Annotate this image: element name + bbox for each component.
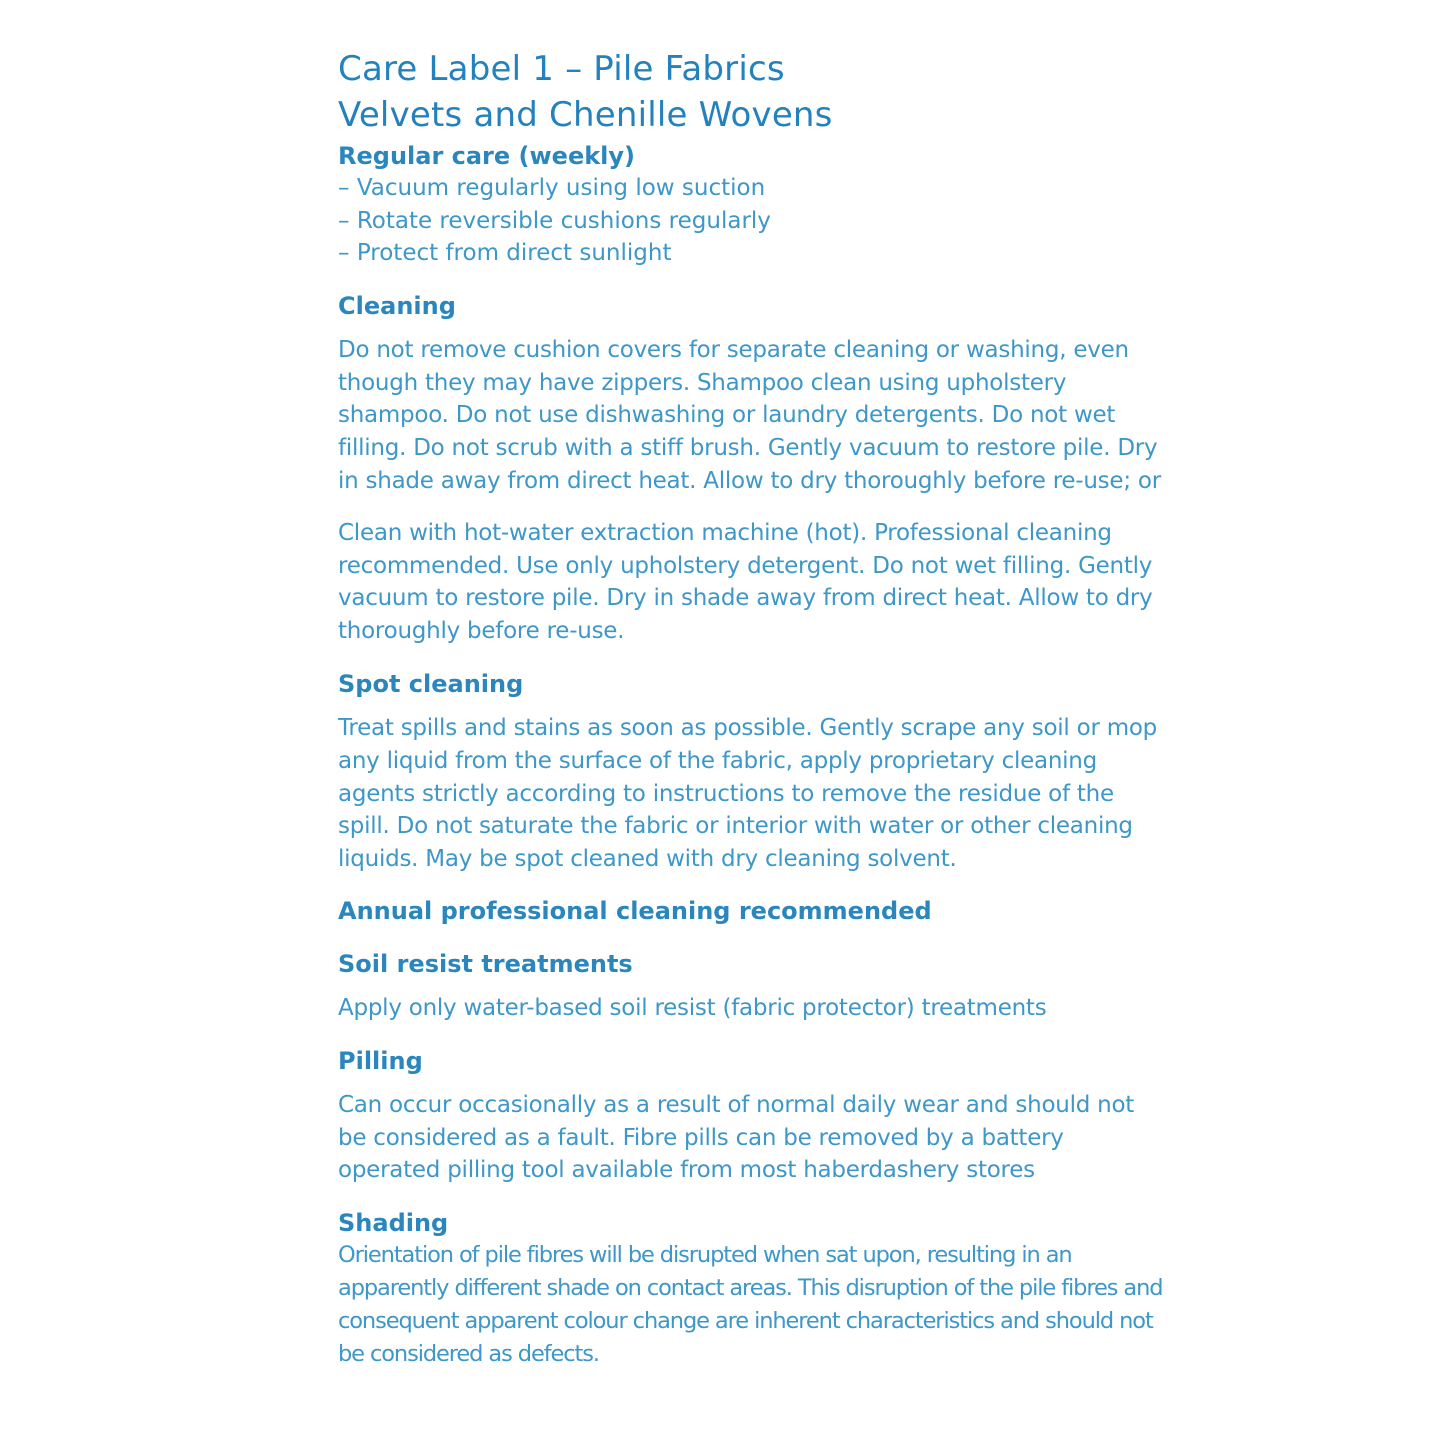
- regular-care-heading: Regular care (weekly): [338, 142, 636, 170]
- shading-section: [338, 1207, 1168, 1370]
- cleaning-section: [338, 290, 1168, 648]
- regular-care-list: [338, 172, 1168, 270]
- soil-resist-paragraph: Apply only water-based soil resist (fabric protector) treatments: [338, 994, 1047, 1021]
- annual-heading: Annual professional cleaning recommended: [338, 896, 932, 925]
- title-line-2: Velvets and Chenille Wovens: [338, 95, 833, 135]
- care-label: [338, 46, 1168, 1370]
- pilling-heading: Pilling: [338, 1046, 423, 1075]
- spot-cleaning-heading: Spot cleaning: [338, 669, 524, 698]
- soil-resist-section: [338, 948, 1168, 1025]
- list-item: – Vacuum regularly using low suction: [338, 172, 1168, 205]
- spot-cleaning-section: [338, 668, 1168, 876]
- cleaning-paragraph-1: Do not remove cushion covers for separate cleaning or washing, even though they may have zippers. Shampoo clean using upholstery shampoo. Do not use dishwashing or laundry detergents. Do not wet filling. Do not scrub with a stiff brush. Gently vacuum to restore pile. Dry in shade away from direct heat. Allow to dry thoroughly before re-use; or: [338, 336, 1161, 494]
- shading-paragraph: Orientation of pile fibres will be disrupted when sat upon, resulting in an apparently different shade on contact areas. This disruption of the pile fibres and consequent apparent colour change are inherent characteristics and should not be considered as defects.: [338, 1242, 1163, 1367]
- shading-heading: Shading: [338, 1209, 449, 1238]
- cleaning-paragraph-2: Clean with hot-water extraction machine (hot). Professional cleaning recommended. Use only upholstery detergent. Do not wet filling. Gently vacuum to restore pile. Dry in shade away from direct heat. Allow to dry thoroughly before re-use.: [338, 519, 1153, 645]
- list-item: – Protect from direct sunlight: [338, 237, 1168, 270]
- pilling-section: [338, 1045, 1168, 1187]
- cleaning-heading: Cleaning: [338, 291, 456, 320]
- spot-cleaning-paragraph: Treat spills and stains as soon as possible. Gently scrape any soil or mop any liquid from the surface of the fabric, apply proprietary cleaning agents strictly according to instructions to remove the residue of the spill. Do not saturate the fabric or interior with water or other cleaning liquids. May be spot cleaned with dry cleaning solvent.: [338, 714, 1158, 873]
- list-item: – Rotate reversible cushions regularly: [338, 205, 1168, 238]
- soil-resist-heading: Soil resist treatments: [338, 949, 633, 978]
- title-line-1: Care Label 1 – Pile Fabrics: [338, 49, 785, 89]
- regular-care-section: [338, 140, 1168, 270]
- pilling-paragraph: Can occur occasionally as a result of normal daily wear and should not be considered as a fault. Fibre pills can be removed by a battery operated pilling tool available from most haberdashery stores: [338, 1091, 1135, 1184]
- annual-section: [338, 895, 1168, 927]
